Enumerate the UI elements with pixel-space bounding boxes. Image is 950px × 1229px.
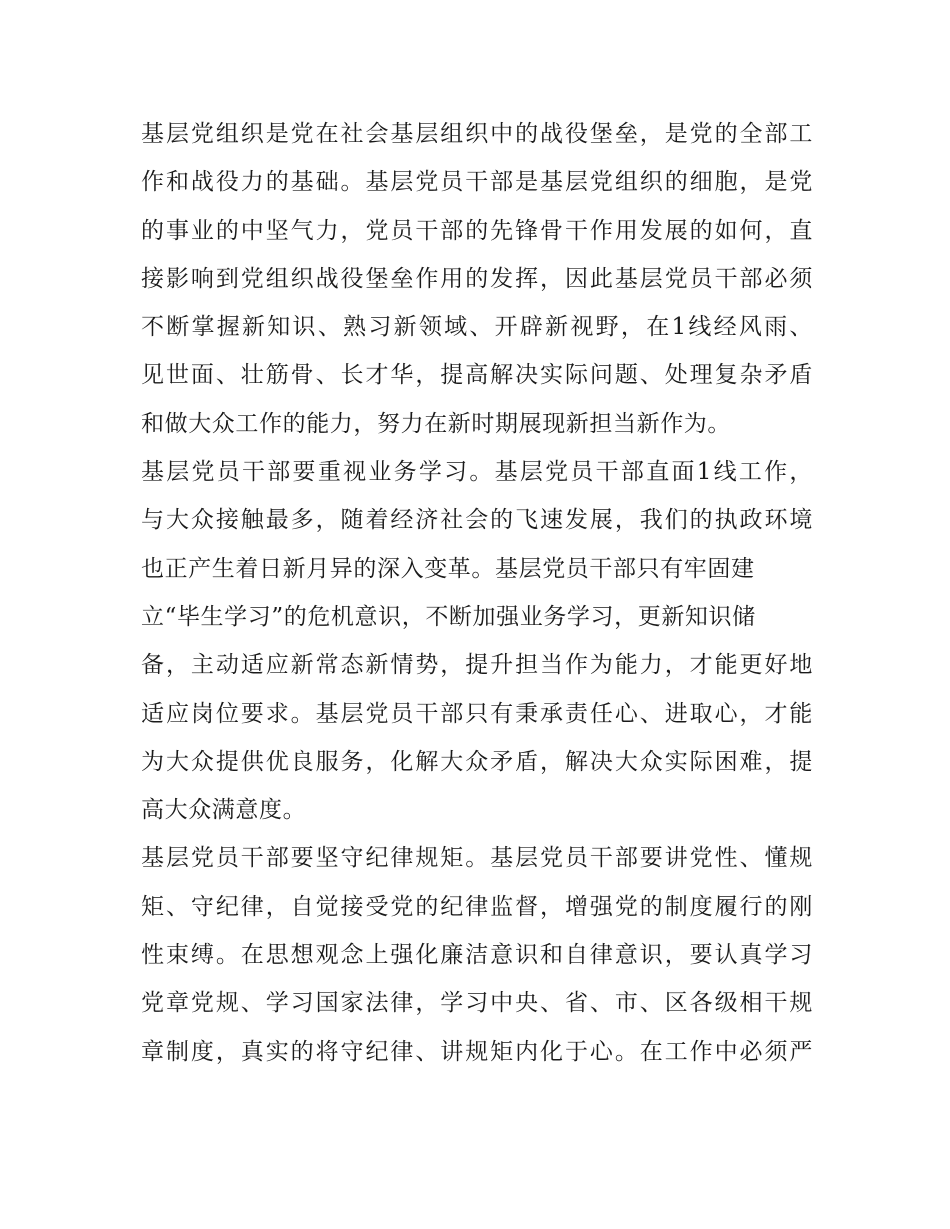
text-line: 作和战役力的基础。基层党员干部是基层党组织的细胞，是党 (141, 169, 813, 196)
text-line-last: 和做大众工作的能力，努力在新时期展现新担当新作为。 (141, 410, 731, 437)
document-body (141, 110, 813, 1076)
paragraph-3 (141, 834, 813, 1075)
text-line: 适应岗位要求。基层党员干部只有秉承责任心、进取心，才能 (141, 700, 813, 727)
text-line: 备，主动适应新常态新情势，提升担当作为能力，才能更好地 (141, 652, 813, 679)
text-line: 的事业的中坚气力，党员干部的先锋骨干作用发展的如何，直 (141, 217, 813, 244)
text-line: 基层党组织是党在社会基层组织中的战役堡垒，是党的全部工 (141, 121, 813, 147)
text-line: 为大众提供优良服务，化解大众矛盾，解决大众实际困难，提 (141, 748, 813, 775)
text-line-last: 高大众满意度。 (141, 797, 307, 824)
text-line: 基层党员干部要重视业务学习。基层党员干部直面1线工作， (141, 459, 813, 486)
text-line: 性束缚。在思想观念上强化廉洁意识和自律意识，要认真学习 (141, 942, 813, 969)
text-line: 与大众接触最多，随着经济社会的飞速发展，我们的执政环境 (141, 507, 813, 534)
text-line: 见世面、壮筋骨、长才华，提高解决实际问题、处理复杂矛盾 (141, 362, 813, 389)
text-line: 接影响到党组织战役堡垒作用的发挥，因此基层党员干部必须 (141, 265, 813, 292)
text-line: 立“毕生学习”的危机意识，不断加强业务学习，更新知识储 (141, 603, 756, 630)
text-line: 章制度，真实的将守纪律、讲规矩内化于心。在工作中必须严 (141, 1038, 813, 1065)
text-line: 基层党员干部要坚守纪律规矩。基层党员干部要讲党性、懂规 (141, 845, 813, 872)
text-line: 党章党规、学习国家法律，学习中央、省、市、区各级相干规 (141, 990, 813, 1017)
text-line: 矩、守纪律，自觉接受党的纪律监督，增强党的制度履行的刚 (141, 893, 813, 920)
text-line: 也正产生着日新月异的深入变革。基层党员干部只有牢固建 (141, 555, 755, 582)
text-line: 不断掌握新知识、熟习新领域、开辟新视野，在1线经风雨、 (141, 314, 813, 341)
paragraph-2 (141, 448, 813, 834)
paragraph-1 (141, 110, 813, 448)
